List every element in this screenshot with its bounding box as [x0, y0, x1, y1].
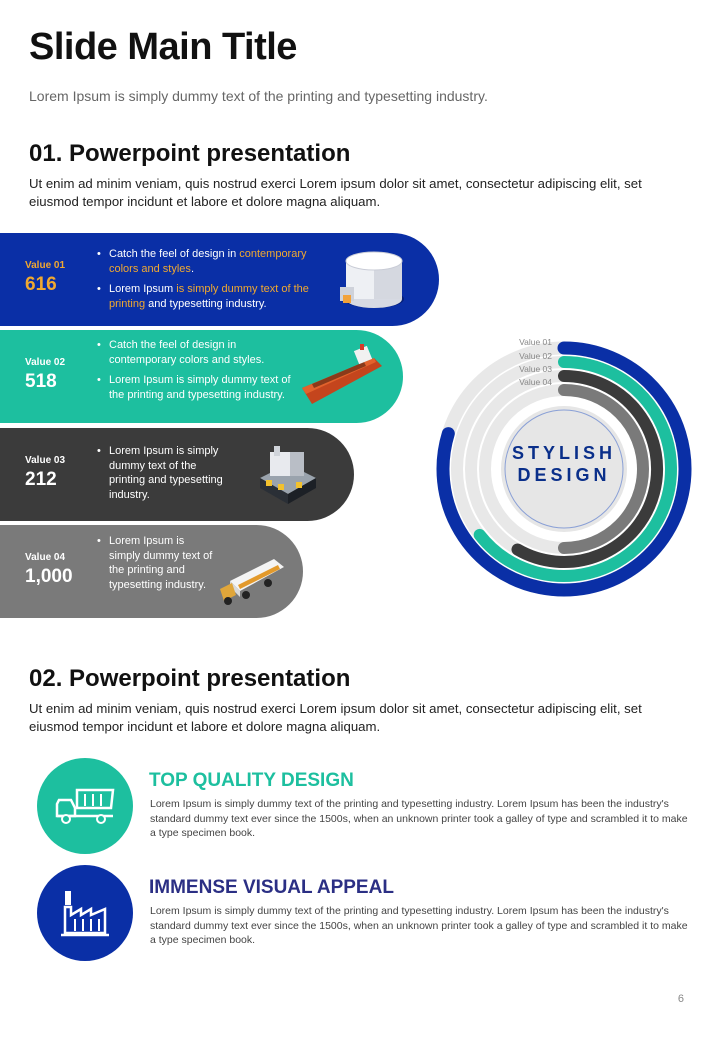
feature-icon-circle	[37, 758, 133, 854]
value-label: Value 04	[25, 552, 66, 563]
value-band-2	[0, 330, 403, 423]
storage-tank-icon	[334, 243, 410, 315]
feature-text: Lorem Ipsum is simply dummy text of the printing and typesetting industry. Lorem Ipsum has been the industry's standard dummy text ever since the 1500s, when an unknown printer took a galley of type and scrambled it to make a type specimen book.	[150, 905, 688, 946]
value-bullets	[95, 534, 213, 598]
ring-label-3: Value 03	[519, 364, 552, 374]
ring-label-4: Value 04	[519, 377, 552, 387]
factory-icon	[61, 887, 111, 939]
ring-label-2: Value 02	[519, 351, 552, 361]
value-band-1	[0, 233, 439, 326]
section2-paragraph: Ut enim ad minim veniam, quis nostrud exerci Lorem ipsum dolor sit amet, consectetur adipiscing elit, set eiusmod tempor incidunt et labore et dolore magna aliquam.	[29, 701, 642, 734]
bullet-item: • Catch the feel of design in contemporary colors and styles.	[95, 338, 295, 367]
feature-icon-circle	[37, 865, 133, 961]
page-number: 6	[677, 993, 684, 1005]
bullet-item: • Lorem Ipsum is simply dummy text of the printing and typesetting industry.	[95, 444, 230, 502]
value-label: Value 02	[25, 357, 66, 368]
value-bullets	[95, 247, 325, 317]
slide-title: Slide Main Title	[29, 26, 297, 68]
dump-truck-icon	[55, 786, 117, 826]
value-number: 212	[25, 469, 57, 490]
value-label: Value 03	[25, 455, 66, 466]
feature-title: IMMENSE VISUAL APPEAL	[149, 877, 394, 898]
feature-title: TOP QUALITY DESIGN	[149, 770, 354, 791]
value-band-4	[0, 525, 303, 618]
value-bullets	[95, 338, 295, 408]
section1-heading: 01. Powerpoint presentation	[29, 140, 351, 167]
ring-chart	[420, 325, 710, 615]
value-label: Value 01	[25, 260, 66, 271]
slide-subtitle: Lorem Ipsum is simply dummy text of the printing and typesetting industry.	[29, 88, 488, 104]
value-number: 616	[25, 274, 57, 295]
value-band-3	[0, 428, 354, 521]
factory-building-icon	[250, 438, 326, 510]
ring-label-1: Value 01	[519, 337, 552, 347]
value-number: 1,000	[25, 566, 73, 587]
value-bullets	[95, 444, 230, 508]
bullet-item: • Catch the feel of design in contemporary colors and styles.	[95, 247, 325, 276]
section1-paragraph: Ut enim ad minim veniam, quis nostrud exerci Lorem ipsum dolor sit amet, consectetur adipiscing elit, set eiusmod tempor incidunt et labore et dolore magna aliquam.	[29, 176, 642, 209]
value-number: 518	[25, 371, 57, 392]
tanker-ship-icon	[298, 344, 384, 408]
feature-text: Lorem Ipsum is simply dummy text of the printing and typesetting industry. Lorem Ipsum has been the industry's standard dummy text ever since the 1500s, when an unknown printer took a galley of type and scrambled it to make a type specimen book.	[150, 798, 688, 839]
ring-center-line1: STYLISH	[511, 443, 617, 463]
section2-heading: 02. Powerpoint presentation	[29, 665, 351, 692]
tank-truck-icon	[216, 551, 288, 609]
bullet-item: • Lorem Ipsum is simply dummy text of the printing and typesetting industry.	[95, 282, 325, 311]
bullet-item: • Lorem Ipsum is simply dummy text of the printing and typesetting industry.	[95, 534, 213, 592]
ring-center-line2: DESIGN	[517, 465, 611, 485]
bullet-item: • Lorem Ipsum is simply dummy text of the printing and typesetting industry.	[95, 373, 295, 402]
